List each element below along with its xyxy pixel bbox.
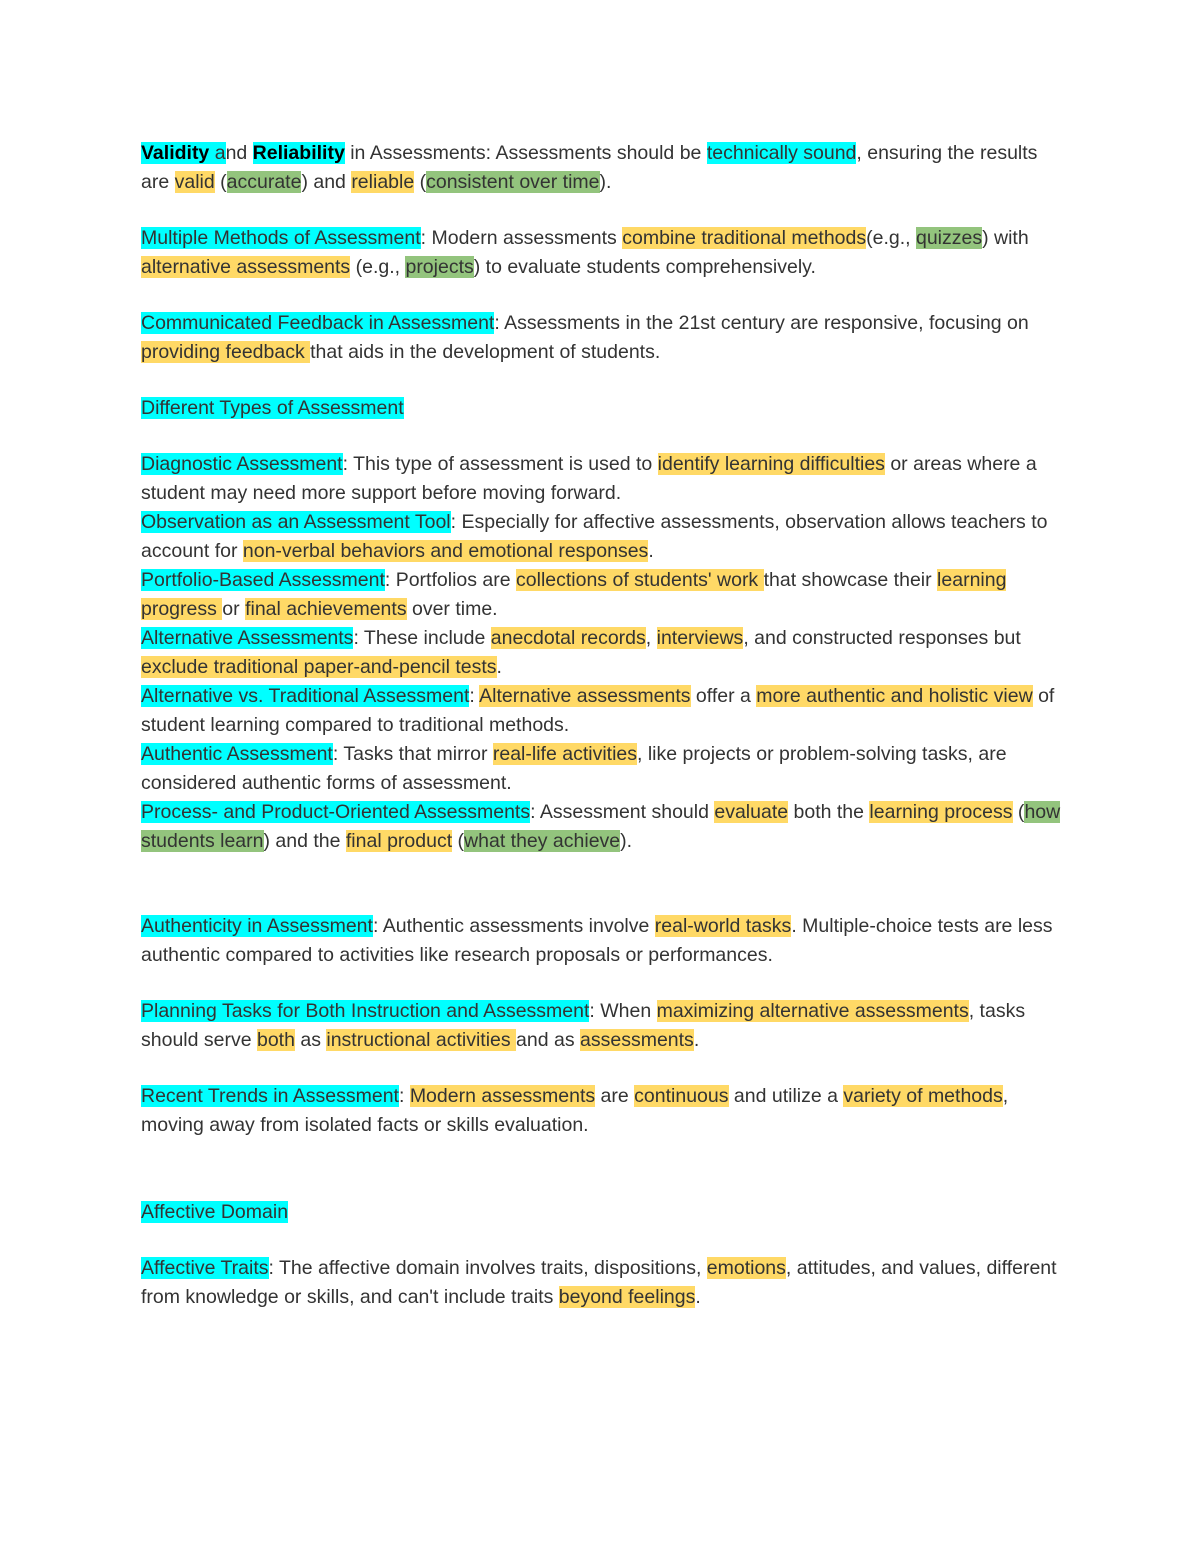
text-run: : Modern assessments: [420, 227, 623, 249]
paragraph-authentic: [141, 740, 1061, 798]
paragraph-observation: [141, 508, 1061, 566]
yellow-highlight: instructional activities: [326, 1029, 517, 1051]
text-run: of student learning compared to traditional methods.: [141, 685, 1055, 736]
yellow-highlight: non-verbal behaviors and emotional responses: [242, 540, 649, 562]
green-highlight: how students learn: [141, 801, 1061, 852]
paragraph-communicated-feedback: [141, 309, 1061, 367]
text-run: . Multiple-choice tests are less authentic compared to activities like research proposals or performances.: [141, 915, 1053, 966]
yellow-highlight: exclude traditional paper-and-pencil tests: [141, 656, 497, 678]
text-run: (: [1012, 801, 1025, 823]
text-run: (e.g.,: [866, 227, 916, 249]
paragraph-authenticity: [141, 912, 1061, 970]
yellow-highlight: maximizing alternative assessments: [656, 1000, 969, 1022]
text-run: both the: [788, 801, 870, 823]
text-run: in Assessments: Assessments should be: [344, 142, 707, 164]
text-run: : Authentic assessments involve: [372, 915, 655, 937]
green-highlight: quizzes: [915, 227, 983, 249]
cyan-highlight: Diagnostic Assessment: [141, 453, 343, 475]
green-highlight: projects: [405, 256, 474, 278]
yellow-highlight: Alternative assessments: [479, 685, 691, 707]
text-run: , moving away from isolated facts or skills evaluation.: [141, 1085, 1009, 1136]
text-run: ) with: [982, 227, 1029, 249]
yellow-highlight: beyond feelings: [558, 1286, 696, 1308]
text-run: , and constructed responses but: [743, 627, 1021, 649]
text-run: as: [294, 1029, 327, 1051]
yellow-highlight: variety of methods: [843, 1085, 1003, 1107]
cyan-highlight: technically sound: [706, 142, 857, 164]
text-run: : When: [589, 1000, 657, 1022]
text-run: (e.g.,: [350, 256, 406, 278]
paragraph-portfolio: [141, 566, 1061, 624]
text-run: over time.: [406, 598, 498, 620]
yellow-highlight: identify learning difficulties: [657, 453, 885, 475]
cyan-highlight: Recent Trends in Assessment: [141, 1085, 399, 1107]
text-run: : Especially for affective assessments, observation allows teachers to account for: [141, 511, 1048, 562]
yellow-highlight: reliable: [351, 171, 415, 193]
text-run: ,: [645, 627, 657, 649]
text-run: .: [693, 1029, 700, 1051]
text-run: ) to evaluate students comprehensively.: [473, 256, 816, 278]
text-run: or areas where a student may need more support before moving forward.: [141, 453, 1037, 504]
cyan-highlight: Alternative Assessments: [141, 627, 354, 649]
cyan-highlight: Authentic Assessment: [141, 743, 333, 765]
yellow-highlight: emotions: [706, 1257, 786, 1279]
text-run: : Assessment should: [530, 801, 715, 823]
text-run: nd: [225, 142, 253, 164]
paragraph-multiple-methods: [141, 224, 1061, 282]
text-run: :: [398, 1085, 410, 1107]
paragraph-process-product: [141, 798, 1061, 856]
cyan-highlight: Authenticity in Assessment: [141, 915, 373, 937]
cyan-highlight: Affective Traits: [141, 1257, 269, 1279]
yellow-highlight: interviews: [656, 627, 744, 649]
cyan-highlight: Process- and Product-Oriented Assessments: [141, 801, 531, 823]
text-run: : The affective domain involves traits, dispositions,: [268, 1257, 707, 1279]
yellow-highlight: evaluate: [714, 801, 789, 823]
yellow-highlight: alternative assessments: [141, 256, 351, 278]
yellow-highlight: Modern assessments: [409, 1085, 596, 1107]
yellow-highlight: collections of students' work: [516, 569, 764, 591]
cyan-highlight: Portfolio-Based Assessment: [141, 569, 385, 591]
yellow-highlight: real-world tasks: [654, 915, 792, 937]
green-highlight: accurate: [226, 171, 302, 193]
paragraph-affective-traits: [141, 1254, 1061, 1312]
paragraph-validity: [141, 139, 1061, 197]
text-run: and utilize a: [728, 1085, 844, 1107]
heading-affective-domain: [141, 1198, 1061, 1227]
yellow-highlight: learning progress: [141, 569, 1007, 620]
text-run: (: [452, 830, 465, 852]
text-run: :: [469, 685, 480, 707]
yellow-highlight: assessments: [580, 1029, 694, 1051]
cyan-highlight: Communicated Feedback in Assessment: [141, 312, 495, 334]
green-highlight: what they achieve: [464, 830, 621, 852]
yellow-highlight: both: [256, 1029, 295, 1051]
cyan-highlight: Planning Tasks for Both Instruction and Assessment: [141, 1000, 590, 1022]
text-run: and as: [516, 1029, 581, 1051]
text-run: (: [214, 171, 227, 193]
paragraph-planning: [141, 997, 1061, 1055]
paragraph-diagnostic: [141, 450, 1061, 508]
text-run: : Tasks that mirror: [332, 743, 493, 765]
cyan-highlight: Multiple Methods of Assessment: [141, 227, 421, 249]
text-run: : These include: [353, 627, 491, 649]
yellow-highlight: final product: [345, 830, 453, 852]
cyan-highlight-bold: Validity: [141, 142, 215, 164]
cyan-highlight: a: [214, 142, 226, 164]
text-run: are: [595, 1085, 635, 1107]
paragraph-recent-trends: [141, 1082, 1061, 1140]
paragraph-alternative: [141, 624, 1061, 682]
document-page: [141, 139, 1061, 1312]
cyan-highlight: Alternative vs. Traditional Assessment: [141, 685, 470, 707]
yellow-highlight: providing feedback: [141, 341, 311, 363]
text-run: ).: [599, 171, 612, 193]
text-run: that aids in the development of students.: [310, 341, 661, 363]
yellow-highlight: final achievements: [245, 598, 407, 620]
cyan-highlight-bold: Reliability: [252, 142, 345, 164]
yellow-highlight: combine traditional methods: [622, 227, 867, 249]
cyan-highlight: Affective Domain: [141, 1201, 289, 1223]
yellow-highlight: real-life activities: [492, 743, 638, 765]
text-run: , like projects or problem-solving tasks, are considered authentic forms of assessment.: [141, 743, 1007, 794]
text-run: , ensuring the results are: [141, 142, 1038, 193]
cyan-highlight: Different Types of Assessment: [141, 397, 404, 419]
text-run: : Portfolios are: [384, 569, 517, 591]
yellow-highlight: continuous: [634, 1085, 729, 1107]
paragraph-alt-vs-trad: [141, 682, 1061, 740]
text-run: that showcase their: [763, 569, 938, 591]
text-run: : Assessments in the 21st century are responsive, focusing on: [494, 312, 1029, 334]
text-run: .: [496, 656, 502, 678]
text-run: ) and the: [263, 830, 346, 852]
text-run: , attitudes, and values, different from knowledge or skills, and can't include traits: [141, 1257, 1057, 1308]
green-highlight: consistent over time: [426, 171, 600, 193]
yellow-highlight: valid: [174, 171, 215, 193]
yellow-highlight: anecdotal records: [490, 627, 646, 649]
text-run: or: [222, 598, 246, 620]
yellow-highlight: learning process: [869, 801, 1013, 823]
yellow-highlight: more authentic and holistic view: [756, 685, 1033, 707]
text-run: (: [414, 171, 427, 193]
text-run: .: [695, 1286, 701, 1308]
text-run: ) and: [301, 171, 352, 193]
text-run: offer a: [690, 685, 757, 707]
text-run: ).: [620, 830, 633, 852]
text-run: : This type of assessment is used to: [342, 453, 658, 475]
text-run: .: [648, 540, 654, 562]
text-run: , tasks should serve: [141, 1000, 1026, 1051]
cyan-highlight: Observation as an Assessment Tool: [141, 511, 451, 533]
heading-different-types: [141, 394, 1061, 423]
